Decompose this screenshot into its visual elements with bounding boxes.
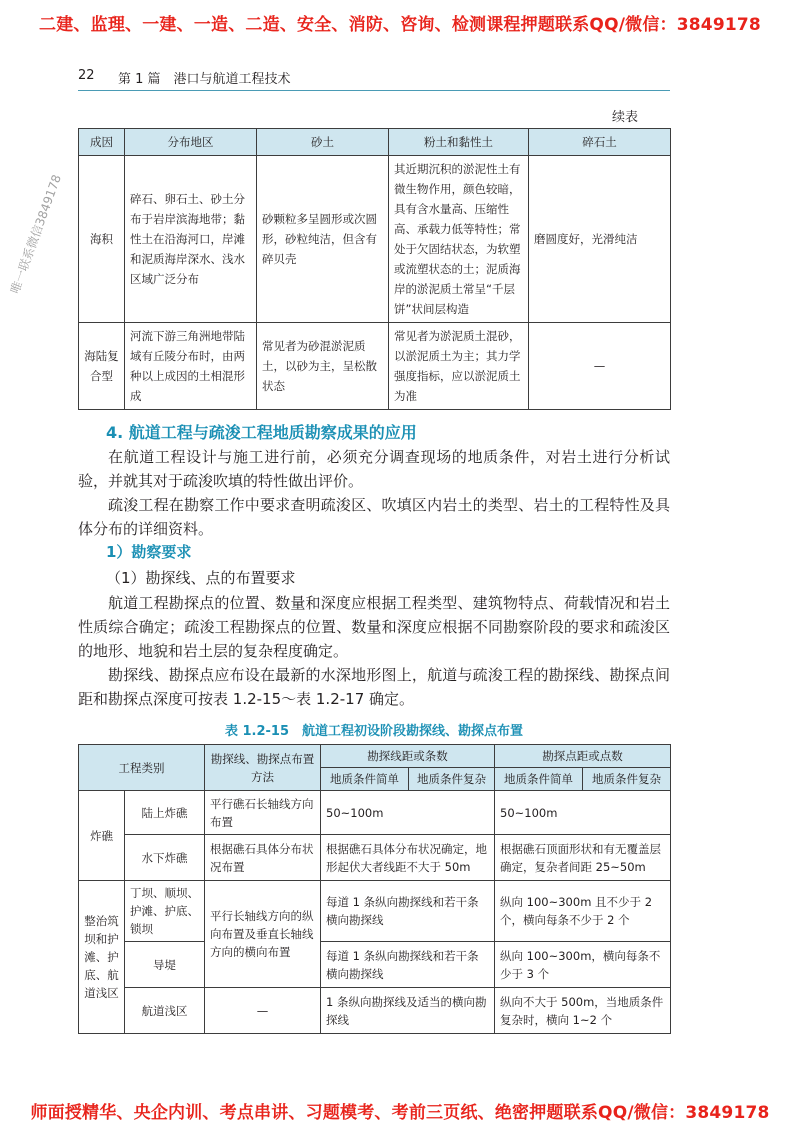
table-row [79, 942, 671, 988]
table-cell: 碎石、卵石土、砂土分布于岩岸滨海地带；黏性土在沿海河口，岸滩和泥质海岸深水、浅水区域广泛分布 [125, 156, 257, 323]
table-cell: 水下炸礁 [125, 835, 205, 881]
soil-genesis-table [78, 128, 671, 410]
table-cell: 常见者为砂混淤泥质土，以砂为主，呈松散状态 [257, 323, 389, 410]
table-row [79, 156, 671, 323]
page-header [78, 66, 670, 91]
header-sand: 砂土 [257, 129, 389, 156]
chapter-title: 第 1 篇 港口与航道工程技术 [118, 72, 291, 87]
table-cell: 平行长轴线方向的纵向布置及垂直长轴线方向的横向布置 [205, 881, 321, 988]
table-cell: 常见者为淤泥质土混砂，以淤泥质土为主；其力学强度指标，应以淤泥质土为准 [389, 323, 529, 410]
table-header-row [79, 745, 671, 768]
table-cell: 平行礁石长轴线方向布置 [205, 791, 321, 835]
header-method: 勘探线、勘探点布置方法 [205, 745, 321, 791]
table-cell: 导堤 [125, 942, 205, 988]
header-point-spacing: 勘探点距或点数 [495, 745, 671, 768]
header-line-spacing: 勘探线距或条数 [321, 745, 495, 768]
table-cell: 整治筑坝和护滩、护底、航道浅区 [79, 881, 125, 1034]
paragraph: 航道工程勘探点的位置、数量和深度应根据工程类型、建筑物特点、荷载情况和岩土性质综合确定；疏浚工程勘探点的位置、数量和深度应根据不同勘察阶段的要求和疏浚区的地形、地貌和岩土层的复杂程度确定。 [78, 594, 670, 660]
table-cell: 陆上炸礁 [125, 791, 205, 835]
table-row [79, 791, 671, 835]
header-complex: 地质条件复杂 [583, 768, 671, 791]
table-header-row [79, 129, 671, 156]
header-type: 工程类别 [79, 745, 205, 791]
table-row [79, 835, 671, 881]
table-caption: 表 1.2-15 航道工程初设阶段勘探线、勘探点布置 [224, 724, 524, 739]
table-cell: 纵向不大于 500m，当地质条件复杂时，横向 1~2 个 [495, 988, 671, 1034]
continued-label: 续表 [612, 110, 639, 125]
table-cell: 海陆复合型 [79, 323, 125, 410]
table-row [79, 881, 671, 942]
subsection-title: 1）勘察要求 [106, 543, 192, 561]
table-row [79, 323, 671, 410]
paragraph: 勘探线、勘探点应布设在最新的水深地形图上，航道与疏浚工程的勘探线、勘探点间距和勘探点深度可按表 1.2-15～表 1.2-17 确定。 [78, 666, 670, 708]
table-row [79, 988, 671, 1034]
page-number: 22 [78, 68, 95, 83]
top-contact-banner: 二建、监理、一建、一造、二造、安全、消防、咨询、检测课程押题联系QQ/微信：3849178 [39, 15, 761, 35]
subsubsection-title: （1）勘探线、点的布置要求 [106, 569, 296, 587]
table-cell: 纵向 100~300m，横向每条不少于 3 个 [495, 942, 671, 988]
table-cell: 根据礁石具体分布状况布置 [205, 835, 321, 881]
bottom-contact-banner: 师面授精华、央企内训、考点串讲、习题模考、考前三页纸、绝密押题联系QQ/微信：3849178 [30, 1103, 770, 1123]
table-cell: 每道 1 条纵向勘探线和若干条横向勘探线 [321, 942, 495, 988]
table-cell: — [205, 988, 321, 1034]
header-distribution: 分布地区 [125, 129, 257, 156]
table-cell: 航道浅区 [125, 988, 205, 1034]
table-cell: 其近期沉积的淤泥性土有微生物作用，颜色较暗，具有含水量高、压缩性高、承载力低等特性；常处于欠固结状态，为软塑或流塑状态的土；泥质海岸的淤泥质土常呈“千层饼”状间层构造 [389, 156, 529, 323]
table-cell: 纵向 100~300m 且不少于 2 个，横向每条不少于 2 个 [495, 881, 671, 942]
table-cell: 50~100m [495, 791, 671, 835]
table-cell: 1 条纵向勘探线及适当的横向勘探线 [321, 988, 495, 1034]
exploration-layout-table [78, 744, 671, 1034]
table-cell: 河流下游三角洲地带陆域有丘陵分布时，由两种以上成因的土相混形成 [125, 323, 257, 410]
paragraph: 疏浚工程在勘察工作中要求查明疏浚区、吹填区内岩土的类型、岩土的工程特性及具体分布的详细资料。 [78, 496, 670, 538]
header-silt-clay: 粉土和黏性土 [389, 129, 529, 156]
table-cell: 每道 1 条纵向勘探线和若干条横向勘探线 [321, 881, 495, 942]
header-gravel: 碎石土 [529, 129, 671, 156]
table-cell: 海积 [79, 156, 125, 323]
table-cell: 50~100m [321, 791, 495, 835]
table-cell: 炸礁 [79, 791, 125, 881]
paragraph: 在航道工程设计与施工进行前，必须充分调查现场的地质条件，对岩土进行分析试验，并就其对于疏浚吹填的特性做出评价。 [78, 448, 670, 490]
table-cell: — [529, 323, 671, 410]
table-cell: 磨圆度好，光滑纯洁 [529, 156, 671, 323]
section-title: 4. 航道工程与疏浚工程地质勘察成果的应用 [106, 423, 417, 442]
header-simple: 地质条件简单 [321, 768, 409, 791]
table-cell: 根据礁石顶面形状和有无覆盖层确定，复杂者间距 25~50m [495, 835, 671, 881]
header-complex: 地质条件复杂 [409, 768, 495, 791]
side-watermark: 唯一联系微信3849178 [7, 172, 64, 296]
header-simple: 地质条件简单 [495, 768, 583, 791]
header-cause: 成因 [79, 129, 125, 156]
table-cell: 丁坝、顺坝、护滩、护底、锁坝 [125, 881, 205, 942]
table-cell: 根据礁石具体分布状况确定，地形起伏大者线距不大于 50m [321, 835, 495, 881]
table-cell: 砂颗粒多呈圆形或次圆形，砂粒纯洁，但含有碎贝壳 [257, 156, 389, 323]
